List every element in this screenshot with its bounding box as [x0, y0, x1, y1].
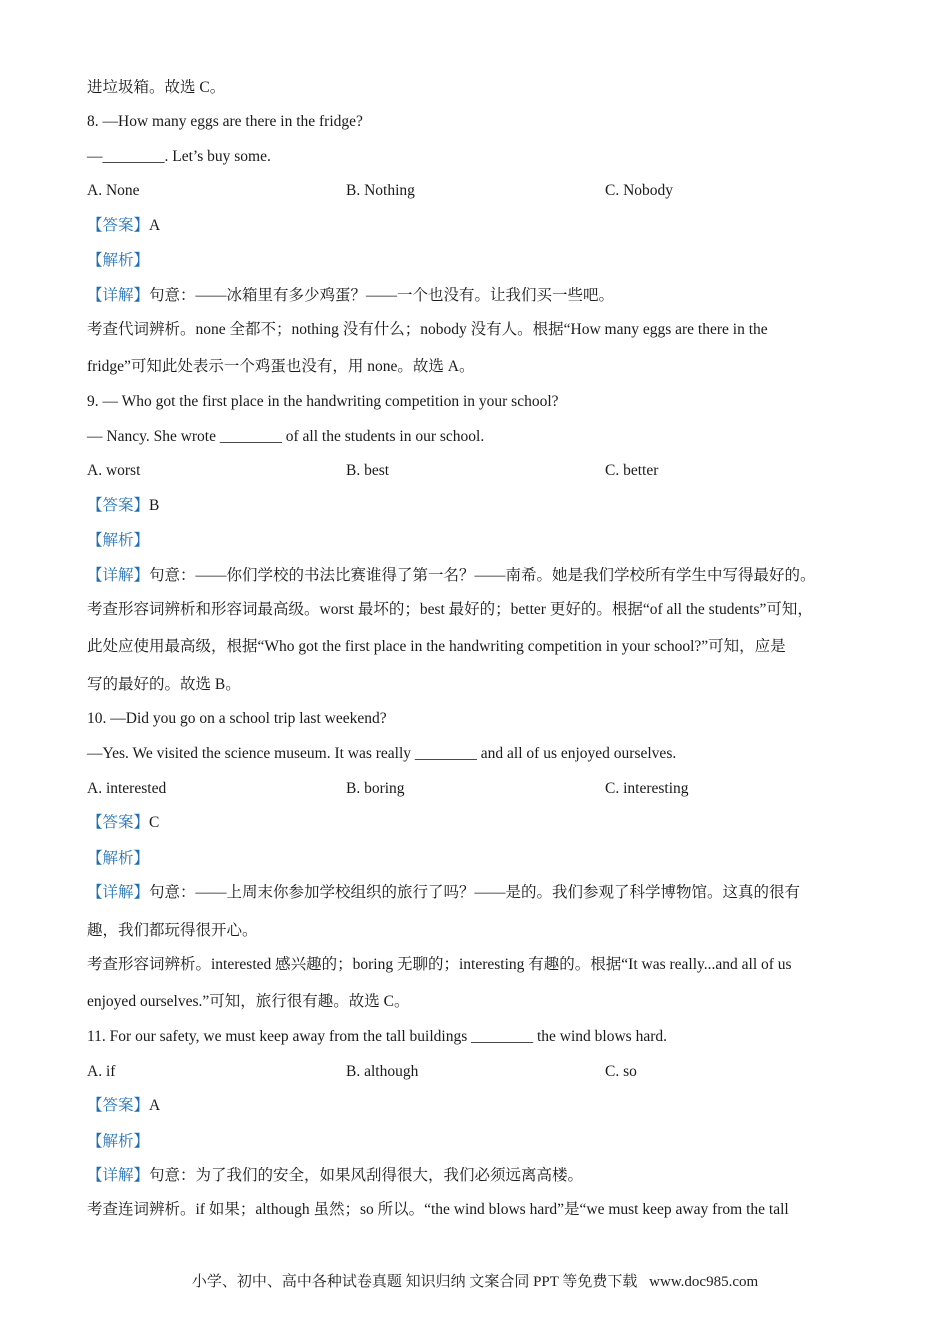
- question-9-prompt: — Nancy. She wrote ________ of all the students in our school.: [87, 428, 485, 445]
- answer-line: [87, 813, 159, 833]
- analysis-tag: 【解析】: [87, 1133, 150, 1150]
- analysis-tag: 【解析】: [87, 532, 150, 549]
- question-11: 11. For our safety, we must keep away from the tall buildings ________ the wind blows hard.: [87, 1028, 668, 1045]
- detail-tag: 【详解】: [87, 287, 150, 304]
- answer-tag: 【答案】: [87, 1097, 150, 1114]
- explanation-line: 【详解】句意：——冰箱里有多少鸡蛋？——一个也没有。让我们买一些吧。: [87, 287, 615, 304]
- question-10: 10. —Did you go on a school trip last weekend?: [87, 710, 387, 727]
- option-b: B. although: [346, 1063, 419, 1080]
- footer-text: 小学、初中、高中各种试卷真题 知识归纳 文案合同 PPT 等免费下载: [191, 1274, 638, 1290]
- option-c: C. better: [605, 462, 659, 479]
- option-c: C. interesting: [605, 780, 689, 797]
- option-a: A. worst: [87, 462, 141, 479]
- explanation-line: 【详解】句意：——上周末你参加学校组织的旅行了吗？——是的。我们参观了科学博物馆。这真的很有: [87, 884, 801, 901]
- explanation-line: 【详解】句意：为了我们的安全，如果风刮得很大，我们必须远离高楼。: [87, 1167, 584, 1184]
- explanation-line: 【详解】句意：——你们学校的书法比赛谁得了第一名？——南希。她是我们学校所有学生中写得最好的。: [87, 567, 816, 584]
- analysis-tag: 【解析】: [87, 850, 150, 867]
- answer-value: C: [149, 814, 160, 831]
- answer-line: [87, 1096, 160, 1116]
- explanation-line: fridge”可知此处表示一个鸡蛋也没有，用 none。故选 A。: [87, 358, 475, 375]
- explanation-line: 此处应使用最高级，根据“Who got the first place in the handwriting competition in your school?”可知，应是: [87, 638, 786, 655]
- answer-tag: 【答案】: [87, 814, 150, 831]
- option-b: B. best: [346, 462, 390, 479]
- explanation-line: 考查代词辨析。none 全都不；nothing 没有什么；nobody 没有人。根据“How many eggs are there in the: [87, 321, 768, 338]
- explanation-line: enjoyed ourselves.”可知，旅行很有趣。故选 C。: [87, 993, 410, 1010]
- explanation-line: 考查连词辨析。if 如果；although 虽然；so 所以。“the wind blows hard”是“we must keep away from the tall: [87, 1201, 789, 1218]
- answer-value: B: [149, 497, 160, 514]
- option-a: A. if: [87, 1063, 116, 1080]
- detail-tag: 【详解】: [87, 884, 150, 901]
- answer-line: [87, 216, 160, 236]
- question-10-prompt: —Yes. We visited the science museum. It was really ________ and all of us enjoyed ourselves.: [87, 745, 677, 762]
- analysis-tag: 【解析】: [87, 252, 150, 269]
- option-a: A. interested: [87, 780, 167, 797]
- footer-link[interactable]: www.doc985.com: [649, 1274, 759, 1290]
- answer-tag: 【答案】: [87, 217, 150, 234]
- detail-tag: 【详解】: [87, 1167, 150, 1184]
- explanation-line: 写的最好的。故选 B。: [87, 676, 241, 693]
- answer-tag: 【答案】: [87, 497, 150, 514]
- answer-line: [87, 496, 159, 516]
- answer-value: A: [149, 1097, 161, 1114]
- answer-value: A: [149, 217, 161, 234]
- option-b: B. boring: [346, 780, 405, 797]
- explanation-line: 趣，我们都玩得很开心。: [87, 922, 258, 939]
- explanation-line: 考查形容词辨析和形容词最高级。worst 最坏的；best 最好的；better 更好的。根据“of all the students”可知，: [87, 601, 813, 618]
- question-8: 8. —How many eggs are there in the fridge?: [87, 113, 363, 130]
- explanation-line: 考查形容词辨析。interested 感兴趣的；boring 无聊的；interesting 有趣的。根据“It was really...and all of us: [87, 956, 792, 973]
- question-9: 9. — Who got the first place in the handwriting competition in your school?: [87, 393, 559, 410]
- option-b: B. Nothing: [346, 182, 415, 199]
- text-line: 进垃圾箱。故选 C。: [87, 79, 226, 96]
- detail-tag: 【详解】: [87, 567, 150, 584]
- question-8-prompt: —________. Let’s buy some.: [87, 148, 271, 165]
- option-a: A. None: [87, 182, 140, 199]
- page-footer: [0, 1270, 950, 1291]
- option-c: C. Nobody: [605, 182, 674, 199]
- option-c: C. so: [605, 1063, 637, 1080]
